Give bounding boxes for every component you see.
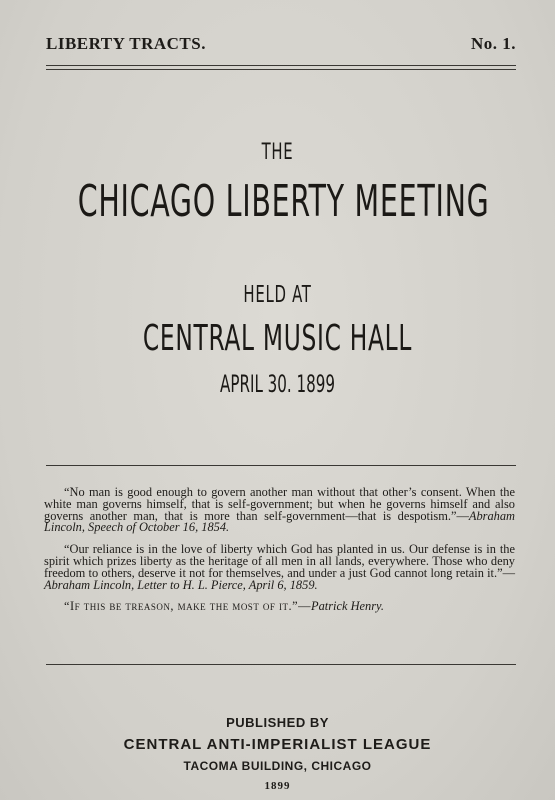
- quotes-rule-bottom: [46, 664, 516, 665]
- epigraph-quotes: [44, 487, 515, 623]
- header-rule-bottom: [46, 69, 516, 70]
- quote-patrick-henry: [44, 601, 515, 613]
- page-header: [46, 34, 516, 58]
- quote-text: “If this be treason, make the most of it.”—: [64, 599, 311, 614]
- quote-lincoln-1859: [44, 544, 515, 591]
- quotes-rule-top: [46, 465, 516, 466]
- series-title: LIBERTY TRACTS.: [46, 34, 206, 53]
- quote-citation: Abraham Lincoln, Speech of October 16, 1854.: [44, 508, 515, 535]
- main-title: CHICAGO LIBERTY MEETING: [77, 176, 490, 227]
- quote-text: “Our reliance is in the love of liberty which God has planted in us. Our defense is in the spirit which prizes liberty as the heritage of all men in all lands, everywhere. Those who deny freedom to others, deserve it not for themselves, and under a just God cannot long retain it.”—: [44, 542, 515, 580]
- publisher-address: TACOMA BUILDING, CHICAGO: [183, 759, 372, 773]
- issue-number: No. 1.: [470, 34, 516, 53]
- publication-year: 1899: [264, 780, 291, 792]
- quote-citation: Abraham Lincoln, Letter to H. L. Pierce, April 6, 1859.: [44, 577, 318, 592]
- title-the: THE: [261, 140, 294, 165]
- quote-lincoln-1854: [44, 487, 515, 534]
- venue-title: CENTRAL MUSIC HALL: [142, 318, 413, 359]
- published-by-label: PUBLISHED BY: [226, 715, 329, 730]
- quote-text: “No man is good enough to govern another man without that other’s consent. When the white man governs himself, that is self-government; but when he governs himself and also governs another man, that is more than self-government—that is despotism.”—: [44, 485, 515, 523]
- held-at-label: HELD AT: [243, 282, 312, 308]
- publisher-name: CENTRAL ANTI-IMPERIALIST LEAGUE: [123, 736, 432, 753]
- quote-citation: Patrick Henry.: [311, 599, 384, 614]
- header-rule-top: [46, 65, 516, 66]
- meeting-date: APRIL 30. 1899: [220, 370, 335, 398]
